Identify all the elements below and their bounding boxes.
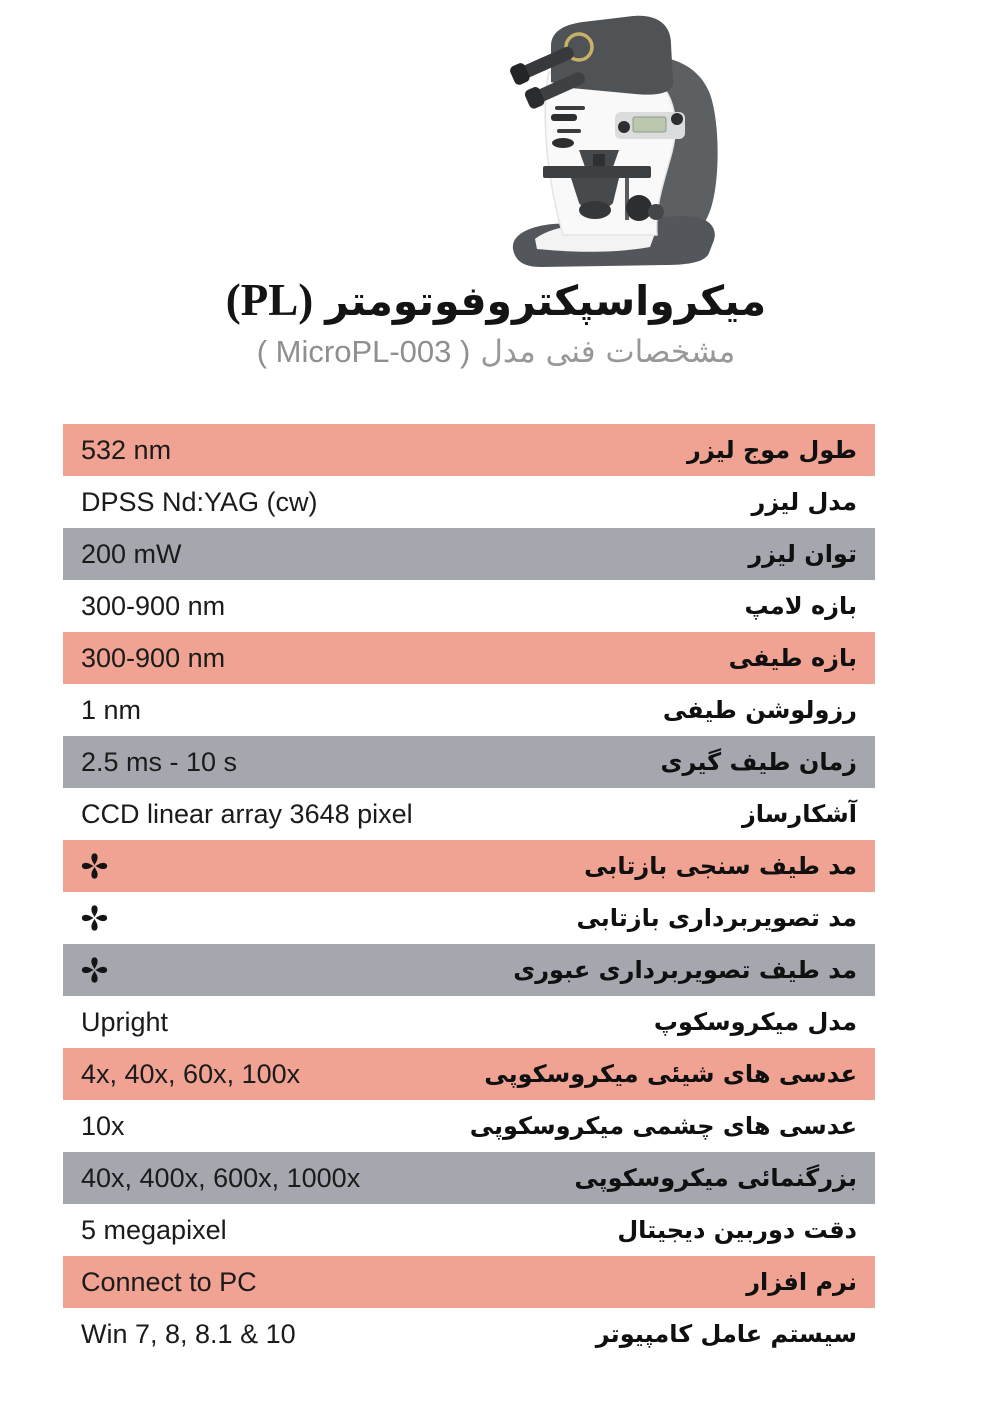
spec-row-detector — [63, 788, 875, 840]
spec-row-acquisition-time — [63, 736, 875, 788]
spec-value — [81, 851, 108, 881]
spec-value: 532 nm — [81, 434, 172, 465]
spec-label: مد طیف سنجی بازتابی — [584, 852, 857, 880]
spec-label: مد طیف تصویربرداری عبوری — [513, 956, 857, 984]
spec-value: 300-900 nm — [81, 642, 226, 673]
spec-label: بازه لامپ — [744, 592, 857, 620]
focus-knob — [626, 195, 652, 221]
spec-label: عدسی های چشمی میکروسکوپی — [469, 1112, 857, 1140]
spec-row-eyepiece-lenses — [63, 1100, 875, 1152]
microscope-stage — [543, 166, 651, 178]
spec-row-software — [63, 1256, 875, 1308]
spec-label: عدسی های شیئی میکروسکوپی — [484, 1060, 857, 1088]
spec-value: Connect to PC — [81, 1266, 257, 1297]
spec-value — [81, 955, 108, 985]
spec-row-camera-resolution — [63, 1204, 875, 1256]
spec-value: DPSS Nd:YAG (cw) — [81, 486, 318, 517]
spec-label: بازه طیفی — [728, 644, 857, 672]
page-title-fa: میکرواسپکتروفوتومتر — [325, 277, 767, 325]
page-subtitle-model: ( MicroPL-003 ) — [256, 334, 471, 369]
spec-label: دقت دوربین دیجیتال — [617, 1216, 857, 1244]
page-subtitle-fa: مشخصات فنی مدل — [480, 334, 736, 370]
spec-label: نرم افزار — [746, 1268, 857, 1296]
spec-row-magnification — [63, 1152, 875, 1204]
title-block — [0, 274, 992, 370]
four-petal-check-icon — [81, 851, 108, 881]
spec-label: مد تصویربرداری بازتابی — [576, 904, 857, 932]
spec-value: 40x, 400x, 600x, 1000x — [81, 1162, 361, 1193]
spec-label: توان لیزر — [748, 540, 857, 568]
spec-label: رزولوشن طیفی — [662, 696, 857, 724]
spec-value: 300-900 nm — [81, 590, 226, 621]
page-subtitle — [257, 334, 736, 370]
spec-row-operating-system — [63, 1308, 875, 1360]
spec-row-laser-wavelength — [63, 424, 875, 476]
spec-value: CCD linear array 3648 pixel — [81, 798, 413, 829]
spec-value: 5 megapixel — [81, 1214, 227, 1245]
spec-value — [81, 903, 108, 933]
spec-value: 2.5 ms - 10 s — [81, 746, 238, 777]
spec-label: مدل میکروسکوپ — [653, 1008, 857, 1036]
spec-row-transmission-imaging-mode — [63, 944, 875, 996]
page-title-latin: (PL) — [225, 275, 314, 325]
spec-row-spectral-range — [63, 632, 875, 684]
spec-row-microscope-model — [63, 996, 875, 1048]
spec-row-reflective-spectroscopy-mode — [63, 840, 875, 892]
page-title — [226, 274, 766, 326]
four-petal-check-icon — [81, 903, 108, 933]
spec-value: Win 7, 8, 8.1 & 10 — [81, 1318, 296, 1349]
spec-value: 200 mW — [81, 538, 182, 569]
spec-label: بزرگنمائی میکروسکوپی — [574, 1164, 857, 1192]
spec-row-lamp-range — [63, 580, 875, 632]
spec-label: مدل لیزر — [751, 488, 857, 516]
spec-row-laser-power — [63, 528, 875, 580]
display-panel — [615, 112, 685, 139]
spec-row-laser-model — [63, 476, 875, 528]
spec-table — [63, 424, 875, 1360]
upright-microscope-illustration — [487, 2, 749, 274]
spec-value: Upright — [81, 1006, 169, 1037]
spec-row-objective-lenses — [63, 1048, 875, 1100]
spec-label: آشکارساز — [741, 800, 857, 828]
spec-value: 4x, 40x, 60x, 100x — [81, 1058, 301, 1089]
spec-row-spectral-resolution — [63, 684, 875, 736]
spec-row-reflective-imaging-mode — [63, 892, 875, 944]
spec-label: سیستم عامل کامپیوتر — [595, 1320, 857, 1348]
spec-label: زمان طیف گیری — [660, 748, 857, 776]
four-petal-check-icon — [81, 955, 108, 985]
spec-value: 1 nm — [81, 694, 142, 725]
spec-value: 10x — [81, 1110, 125, 1141]
microscope-image — [487, 2, 749, 274]
spec-label: طول موج لیزر — [687, 436, 857, 464]
